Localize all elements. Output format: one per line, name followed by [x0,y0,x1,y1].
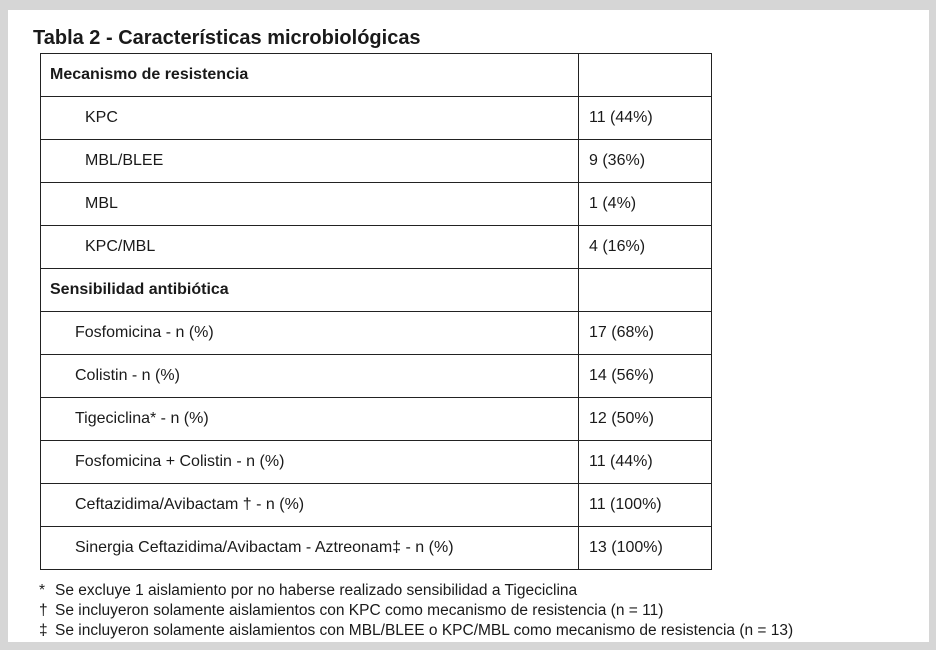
microbiology-table [40,53,712,570]
table-row [41,527,712,570]
row-label: Colistin - n (%) [41,355,579,398]
table-row [41,140,712,183]
table-card [8,10,929,642]
row-value: 12 (50%) [579,398,712,441]
row-value: 17 (68%) [579,312,712,355]
row-label: KPC/MBL [41,226,579,269]
row-value: 9 (36%) [579,140,712,183]
row-value: 14 (56%) [579,355,712,398]
table-row [41,398,712,441]
footnote [39,601,793,621]
footnotes [39,581,793,641]
footnote [39,621,793,641]
row-value: 4 (16%) [579,226,712,269]
footnote-text: Se excluye 1 aislamiento por no haberse realizado sensibilidad a Tigeciclina [55,582,578,599]
row-label: Sinergia Ceftazidima/Avibactam - Aztreonam‡ - n (%) [41,527,579,570]
footnote-symbol: ‡ [39,622,48,639]
row-value: 11 (44%) [579,97,712,140]
section-header-mechanism [41,54,712,97]
section-header-value [579,54,712,97]
footnote-text: Se incluyeron solamente aislamientos con MBL/BLEE o KPC/MBL como mecanismo de resistencia (n = 13) [55,622,794,639]
footnote-symbol: * [39,582,46,599]
section-header-value [579,269,712,312]
row-value: 13 (100%) [579,527,712,570]
table-row [41,441,712,484]
section-header-label: Sensibilidad antibiótica [41,269,579,312]
footnote-symbol: † [39,602,48,619]
row-label: Ceftazidima/Avibactam † - n (%) [41,484,579,527]
footnote-text: Se incluyeron solamente aislamientos con KPC como mecanismo de resistencia (n = 11) [55,602,664,619]
row-label: Fosfomicina + Colistin - n (%) [41,441,579,484]
row-label: MBL/BLEE [41,140,579,183]
table-row [41,312,712,355]
section-header-label: Mecanismo de resistencia [41,54,579,97]
row-value: 11 (44%) [579,441,712,484]
table-row [41,355,712,398]
row-label: Tigeciclina* - n (%) [41,398,579,441]
row-label: KPC [41,97,579,140]
footnote [39,581,793,601]
table-row [41,484,712,527]
table-row [41,183,712,226]
row-value: 1 (4%) [579,183,712,226]
table-row [41,226,712,269]
row-label: Fosfomicina - n (%) [41,312,579,355]
table-row [41,97,712,140]
row-value: 11 (100%) [579,484,712,527]
table-title: Tabla 2 - Características microbiológicas [33,27,421,49]
row-label: MBL [41,183,579,226]
section-header-sensitivity [41,269,712,312]
